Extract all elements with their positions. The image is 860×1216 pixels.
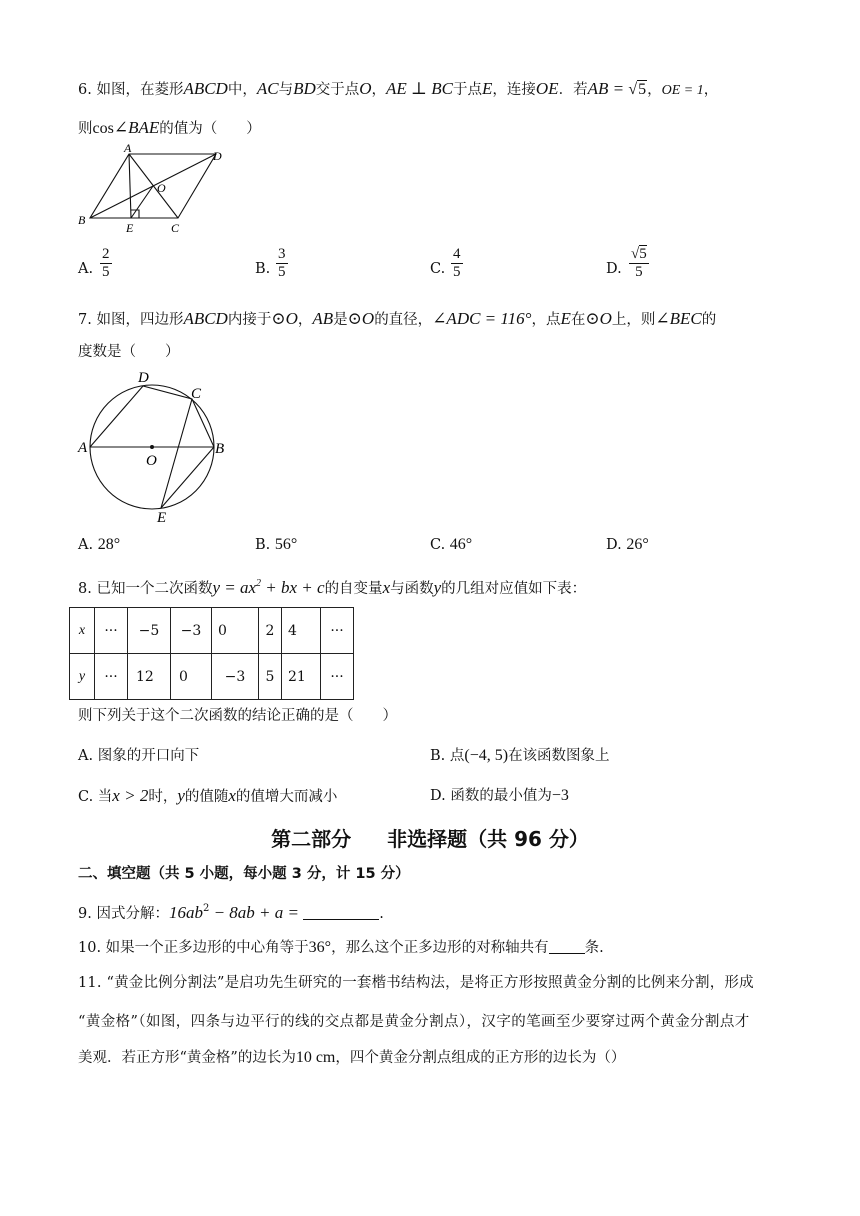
- q8-option-c[interactable]: [78, 786, 337, 807]
- q6-text: 中，: [227, 82, 257, 98]
- q9-stem: [78, 899, 384, 924]
- option-text: 的值增大而减小: [235, 789, 338, 805]
- func-part: + bx + c: [261, 578, 325, 597]
- q7-option-d[interactable]: [606, 535, 649, 555]
- q6-math-e: E: [482, 79, 493, 98]
- table-row-x: [70, 608, 354, 654]
- q8-value-table: [69, 607, 354, 700]
- option-text: 的值随: [184, 789, 229, 805]
- q6-option-c-fraction: [451, 246, 463, 281]
- q8-text: 8. 已知一个二次函数: [78, 581, 213, 597]
- q7-text: 的直径，: [374, 312, 433, 328]
- q8-text: 的几组对应值如下表：: [441, 581, 587, 597]
- q7-math-angle-bec: ∠BEC: [655, 309, 702, 328]
- q6-option-a[interactable]: [78, 259, 93, 279]
- table-cell: ···: [95, 654, 128, 700]
- exponent: 2: [256, 578, 262, 589]
- q11-stem-line1: 11. “黄金比例分割法”是启功先生研究的一套楷书结构法，是将正方形按照黄金分割的比例来分割，形成: [78, 975, 754, 991]
- table-cell: −3: [212, 654, 259, 700]
- q6-text: ，: [371, 82, 387, 98]
- q7-text: 上，则: [611, 312, 656, 328]
- q8-text: 与函数: [390, 581, 434, 597]
- q10-stem: [78, 938, 604, 958]
- fig6-label-a: A: [124, 142, 132, 155]
- q11-text: ，四个黄金分割点组成的正方形的边长为（）: [335, 1050, 626, 1066]
- q6-text: 于点: [453, 82, 483, 98]
- q7-math-abcd: ABCD: [183, 309, 228, 328]
- q6-math-abcd: ABCD: [183, 79, 228, 98]
- fig7-label-d: D: [138, 370, 149, 386]
- table-cell: ···: [321, 608, 354, 654]
- q7-text: ，: [297, 312, 313, 328]
- q7-stem-line1: [78, 309, 716, 330]
- q10-math: 36°: [308, 939, 332, 956]
- q6-math-angle: ∠BAE: [113, 118, 160, 137]
- option-text: 时，: [148, 789, 178, 805]
- fig6-label-e: E: [126, 221, 134, 234]
- numerator: 3: [278, 246, 286, 262]
- q6-stem-line2: [78, 118, 261, 139]
- denominator: 5: [629, 263, 649, 281]
- q6-option-d[interactable]: [606, 259, 622, 279]
- table-cell: −5: [128, 608, 171, 654]
- sqrt-sign: √: [631, 246, 640, 262]
- q9-answer-blank[interactable]: [303, 905, 379, 920]
- table-cell: x: [70, 608, 95, 654]
- q6-text: 则: [78, 121, 93, 137]
- table-cell: ···: [95, 608, 128, 654]
- table-cell: 21: [282, 654, 321, 700]
- q7-option-c[interactable]: [430, 535, 472, 555]
- option-value: 46°: [449, 536, 473, 553]
- q10-answer-blank[interactable]: [549, 939, 585, 954]
- option-text: B. 点: [430, 748, 465, 764]
- q7-text: ，点: [531, 312, 561, 328]
- table-cell: 0: [171, 654, 212, 700]
- q8-option-a[interactable]: A. 图象的开口向下: [78, 748, 200, 764]
- q8-var-y: y: [433, 578, 442, 597]
- q7-text: 是: [333, 312, 348, 328]
- option-letter: D.: [606, 261, 622, 277]
- q7-stem-line2: 度数是（ ）: [78, 344, 180, 360]
- table-cell: 0: [212, 608, 259, 654]
- option-letter: D.: [606, 537, 622, 553]
- option-text: D. 函数的最小值为: [430, 788, 552, 804]
- q10-text: ，那么这个正多边形的对称轴共有: [331, 940, 549, 956]
- option-letter: A.: [78, 261, 94, 277]
- numerator: 4: [453, 246, 461, 262]
- q9-text: .: [379, 906, 384, 922]
- denominator: 5: [453, 264, 461, 280]
- fig6-label-d: D: [213, 149, 222, 163]
- numerator: [629, 246, 649, 263]
- q11-math: 10 cm: [295, 1049, 336, 1066]
- q7-math-e: E: [560, 309, 571, 328]
- table-cell: ···: [321, 654, 354, 700]
- q6-math-bd: BD: [293, 79, 316, 98]
- q6-option-b[interactable]: [255, 259, 270, 279]
- func-part: y = ax: [212, 578, 257, 597]
- q6-text: 交于点: [315, 82, 360, 98]
- q8-var-x: x: [382, 578, 391, 597]
- q6-option-b-fraction: [276, 246, 288, 281]
- fig6-label-b: B: [78, 213, 86, 227]
- option-letter: B.: [255, 261, 271, 277]
- denominator: 5: [278, 264, 286, 280]
- numerator: 2: [102, 246, 110, 262]
- q6-sqrt5: [628, 80, 647, 100]
- q7-math-circle: ⊙O: [347, 309, 375, 328]
- q8-stem: [78, 574, 586, 599]
- q6-text: 与: [278, 82, 294, 98]
- option-value: 56°: [274, 536, 298, 553]
- q7-text: 的: [701, 312, 717, 328]
- table-cell: −3: [171, 608, 212, 654]
- q7-text: 在: [570, 312, 586, 328]
- option-text: 在该函数图象上: [508, 748, 610, 764]
- q7-text: 7. 如图，四边形: [78, 312, 184, 328]
- section2-heading: 二、填空题（共 5 小题，每小题 3 分，计 15 分）: [78, 866, 410, 882]
- q6-text: 6. 如图，在菱形: [78, 82, 184, 98]
- q6-math-oe1: OE = 1: [661, 83, 704, 98]
- q8-option-d[interactable]: [430, 786, 569, 806]
- q8-option-b[interactable]: [430, 746, 610, 766]
- q10-text: 10. 如果一个正多边形的中心角等于: [78, 940, 309, 956]
- table-cell: y: [70, 654, 95, 700]
- q7-text: 内接于: [227, 312, 272, 328]
- option-math: (−4, 5): [464, 747, 509, 764]
- table-row-y: [70, 654, 354, 700]
- fig7-label-b: B: [215, 441, 225, 457]
- fig6-label-o: O: [157, 181, 166, 195]
- q7-option-b[interactable]: [255, 535, 297, 555]
- q6-text: ，: [647, 82, 662, 98]
- option-value: 28°: [97, 536, 121, 553]
- q7-math-angle-adc: ∠ADC = 116°: [432, 309, 532, 328]
- fig7-label-c: C: [191, 386, 202, 402]
- q7-math-ab: AB: [312, 309, 334, 328]
- table-cell: 2: [259, 608, 282, 654]
- q7-option-a[interactable]: [78, 535, 120, 555]
- fig7-label-o: O: [146, 453, 157, 469]
- option-letter: A.: [78, 537, 94, 553]
- q6-math-ac: AC: [256, 79, 279, 98]
- q6-rhombus-figure: [74, 142, 234, 234]
- q6-text: ．若: [558, 82, 588, 98]
- radicand: 5: [639, 246, 647, 262]
- table-cell: 4: [282, 608, 321, 654]
- q11-text: 美观．若正方形“黄金格”的边长为: [78, 1050, 296, 1066]
- sqrt-sign: √: [628, 81, 638, 98]
- q8-function: [212, 578, 324, 597]
- part-subtitle: 非选择题（共 96 分）: [387, 827, 589, 851]
- q9-math: 16ab: [168, 903, 203, 922]
- radicand: 5: [638, 81, 647, 98]
- q11-stem-line2: “黄金格”（如图，四条与边平行的线的交点都是黄金分割点），汉字的笔画至少要穿过两个黄金分割点才: [78, 1014, 750, 1030]
- center-dot: [150, 445, 154, 449]
- option-value: 26°: [626, 536, 649, 553]
- q6-math-perp: AE ⊥ BC: [386, 79, 454, 98]
- option-math: −3: [551, 787, 569, 804]
- option-math: y: [177, 786, 185, 805]
- q6-stem-line1: [78, 79, 718, 101]
- table-cell: 12: [128, 654, 171, 700]
- option-letter: B.: [255, 537, 271, 553]
- q6-math-cos: cos: [92, 120, 114, 137]
- q6-text: ，连接: [492, 82, 536, 98]
- option-letter: C.: [430, 261, 446, 277]
- q9-math: − 8ab + a =: [209, 903, 304, 922]
- fig7-label-e: E: [157, 510, 167, 526]
- q9-text: 9. 因式分解：: [78, 906, 169, 922]
- q10-text: 条.: [584, 940, 604, 956]
- q8-prompt: 则下列关于这个二次函数的结论正确的是（ ）: [78, 708, 397, 724]
- q6-math-ab: AB =: [587, 79, 629, 98]
- part-label: 第二部分: [271, 827, 352, 851]
- q6-option-d-fraction: [629, 246, 649, 281]
- option-letter: C.: [430, 537, 446, 553]
- part2-heading: [0, 823, 860, 852]
- q6-option-a-fraction: [100, 246, 112, 281]
- q6-text: ，: [703, 82, 719, 98]
- q6-option-c[interactable]: [430, 259, 445, 279]
- q6-text: 的值为（ ）: [159, 121, 261, 137]
- option-text: C. 当: [78, 789, 113, 805]
- option-math: x: [228, 786, 236, 805]
- q7-circle-figure: [74, 368, 234, 528]
- denominator: 5: [102, 264, 110, 280]
- q8-text: 的自变量: [324, 581, 383, 597]
- fig7-label-a: A: [78, 440, 88, 456]
- q6-math-o: O: [359, 79, 372, 98]
- q11-stem-line3: [78, 1048, 625, 1068]
- q7-math-circle: ⊙O: [585, 309, 612, 328]
- q7-math-circle: ⊙O: [271, 309, 298, 328]
- table-cell: 5: [259, 654, 282, 700]
- q6-math-oe: OE: [535, 79, 559, 98]
- option-math: x > 2: [112, 786, 149, 805]
- fig6-label-c: C: [171, 221, 180, 234]
- exponent: 2: [202, 903, 210, 914]
